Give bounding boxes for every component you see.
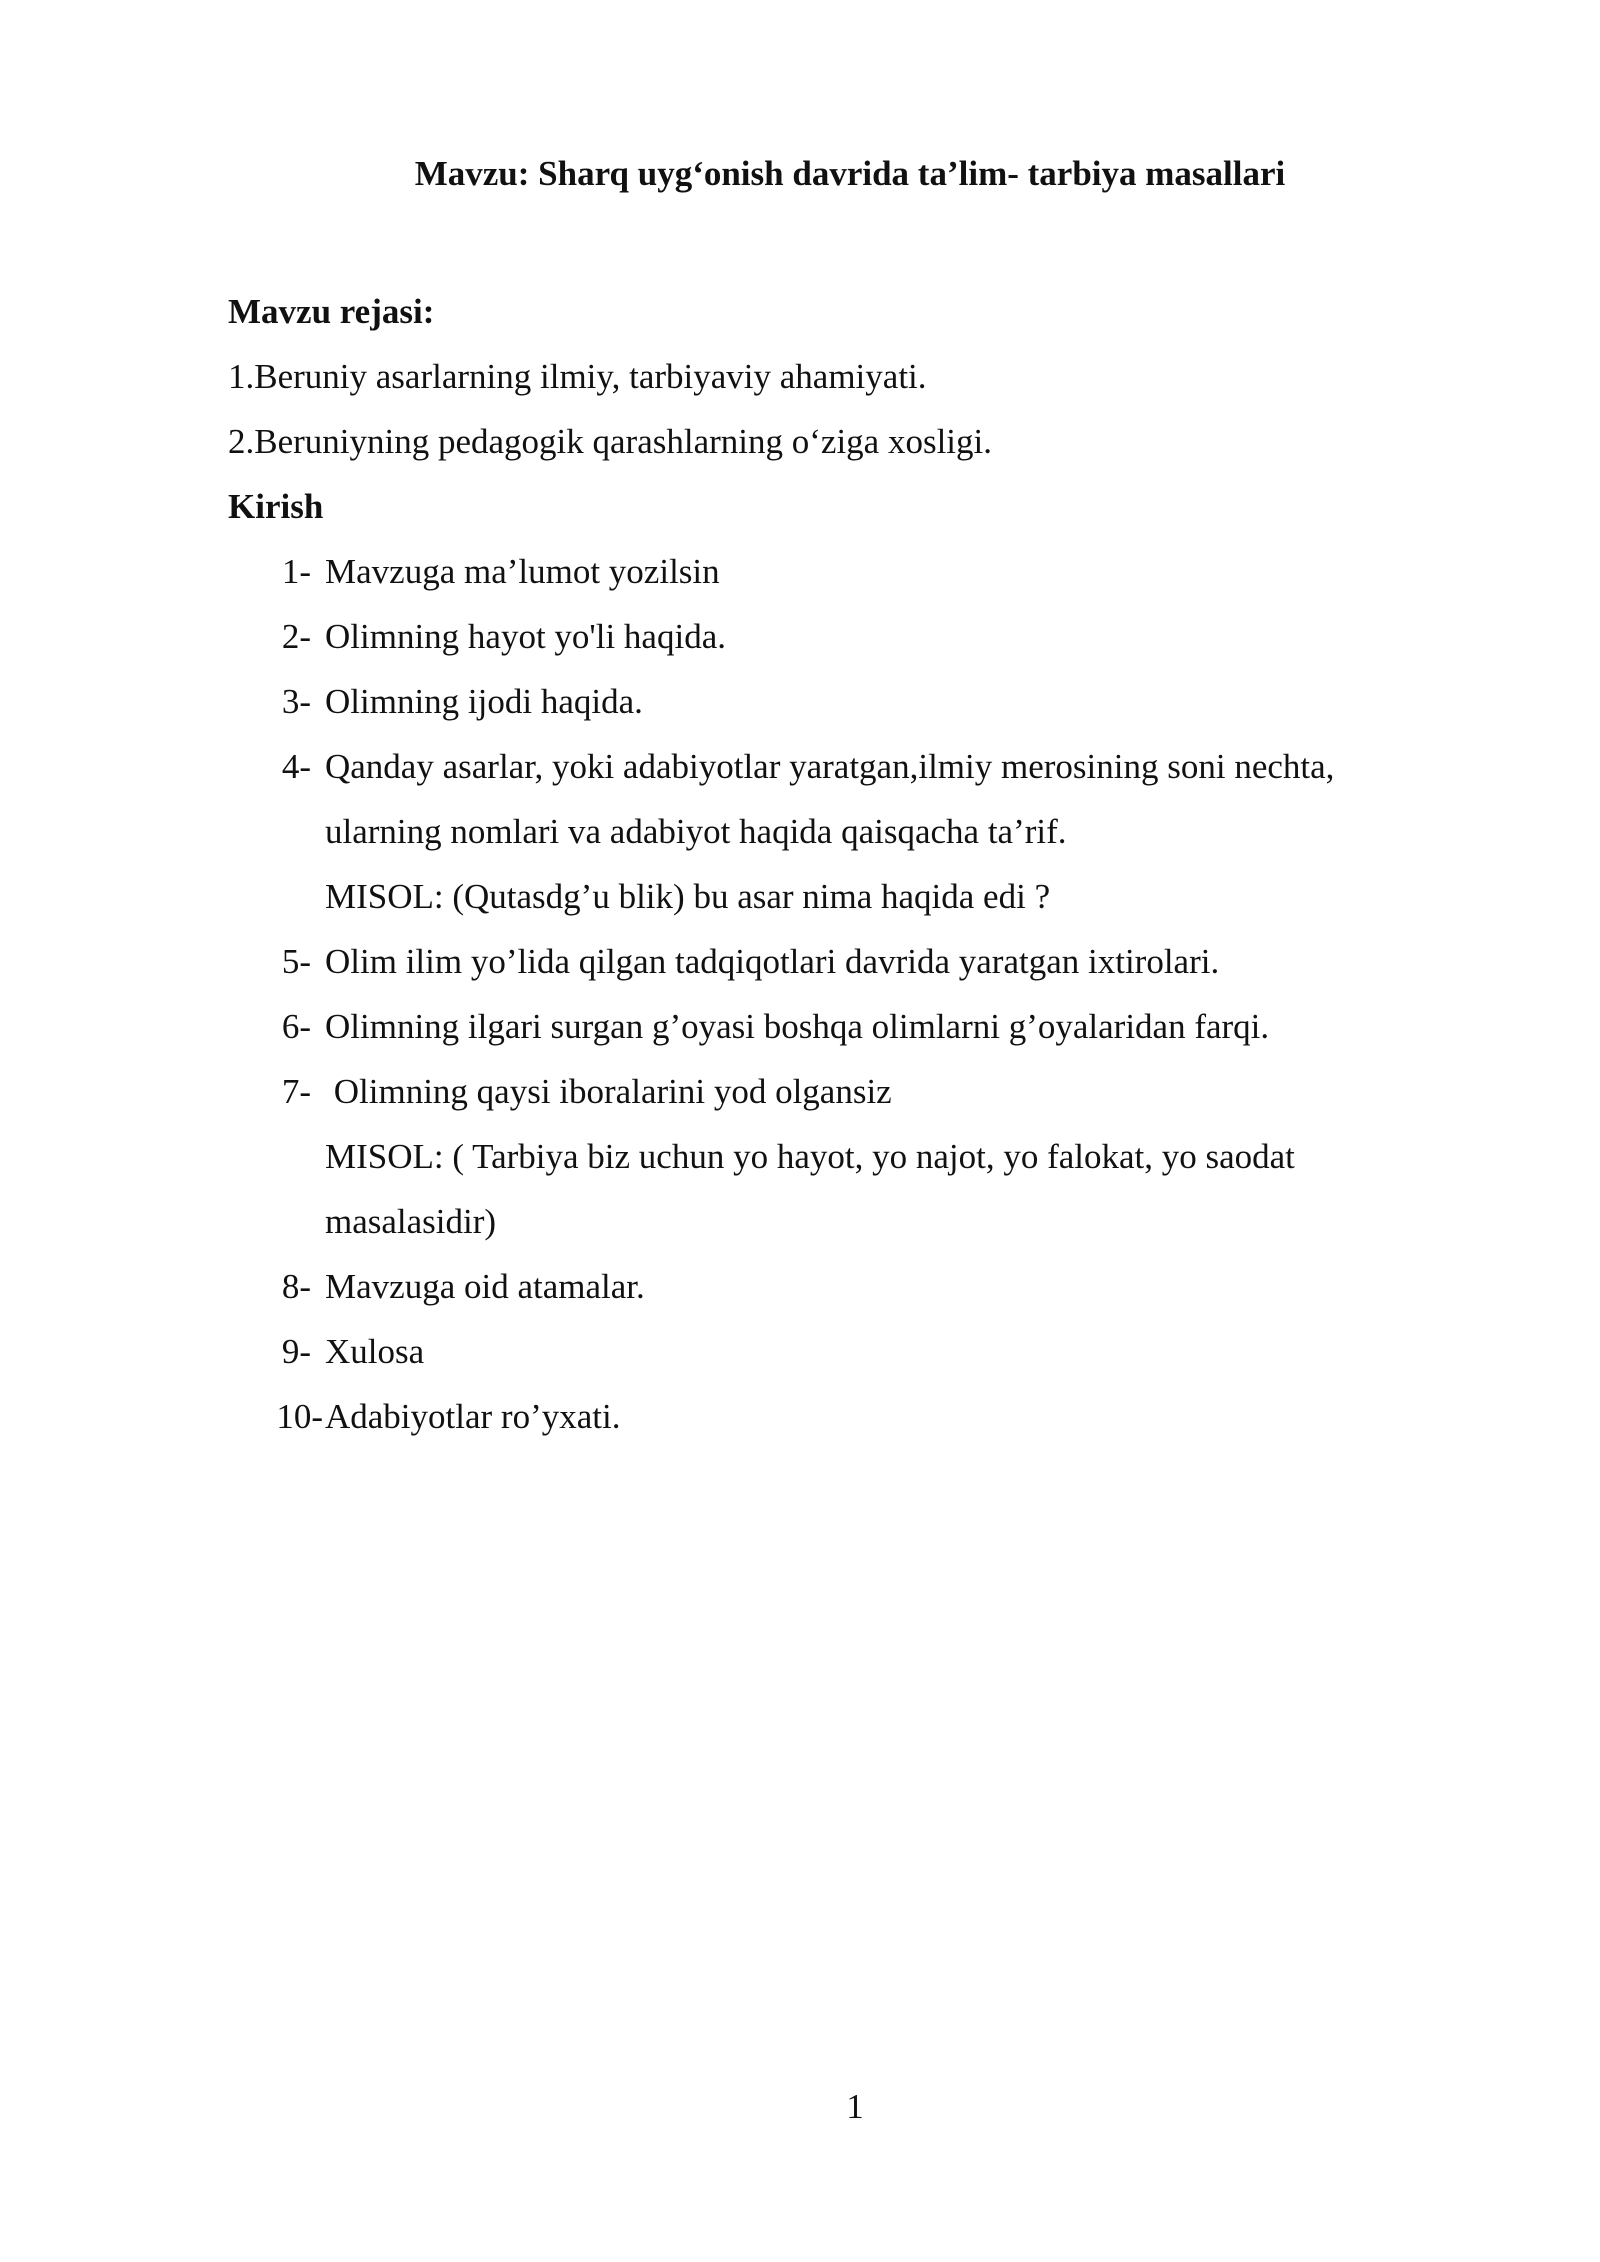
list-item-number: 2- [281,617,311,656]
list-item [228,994,1428,1059]
example-text: MISOL: ( Tarbiya biz uchun yo hayot, yo najot, yo falokat, yo saodat [325,1137,1295,1176]
list-item-number: 10- [276,1397,323,1436]
intro-heading: Kirish [228,487,324,526]
document-title: Mavzu: Sharq uyg‘onish davrida ta’lim- tarbiya masallari [414,154,1286,193]
list-item [228,669,1428,734]
list-item-text: Mavzuga ma’lumot yozilsin [325,552,720,591]
list-item-text: Olimning ilgari surgan g’oyasi boshqa olimlarni g’oyalaridan farqi. [325,1007,1270,1046]
list-item-number: 8- [281,1267,311,1306]
list-item [228,1254,1428,1319]
example-text: MISOL: (Qutasdg’u blik) bu asar nima haqida edi ? [325,877,1051,916]
list-item [228,929,1428,994]
list-item [228,1384,1428,1449]
list-item-number: 6- [281,1007,311,1046]
list-item-text: Qanday asarlar, yoki adabiyotlar yaratgan,ilmiy merosining soni nechta, [325,747,1335,786]
list-item [228,1059,1428,1124]
plan-item: 1.Beruniy asarlarning ilmiy, tarbiyaviy ahamiyati. [228,357,927,396]
list-item-number: 7- [281,1072,311,1111]
list-item-continuation: ularning nomlari va adabiyot haqida qaisqacha ta’rif. [325,812,1067,851]
list-item [228,1319,1428,1384]
list-item-text: Olimning ijodi haqida. [325,682,643,721]
list-item [228,734,1428,799]
list-item-text: Olim ilim yo’lida qilgan tadqiqotlari davrida yaratgan ixtirolari. [325,942,1220,981]
list-item-text: Mavzuga oid atamalar. [325,1267,645,1306]
list-item-number: 9- [281,1332,311,1371]
list-item-text: Olimning qaysi iboralarini yod olgansiz [325,1072,892,1111]
list-item-number: 1- [281,552,311,591]
list-item-text: Olimning hayot yo'li haqida. [325,617,726,656]
list-item [228,539,1428,604]
list-item-text: Adabiyotlar ro’yxati. [325,1397,621,1436]
plan-item: 2.Beruniyning pedagogik qarashlarning o‘ziga xosligi. [228,422,993,461]
list-item-number: 5- [281,942,311,981]
list-item [228,604,1428,669]
intro-list [228,539,1428,1449]
list-item-continuation: masalasidir) [325,1202,497,1241]
plan-heading: Mavzu rejasi: [228,292,435,331]
list-item-number: 4- [281,747,311,786]
document-body [228,279,1428,1449]
list-item-number: 3- [281,682,311,721]
list-item-text: Xulosa [325,1332,425,1371]
page-number: 1 [846,2087,864,2126]
